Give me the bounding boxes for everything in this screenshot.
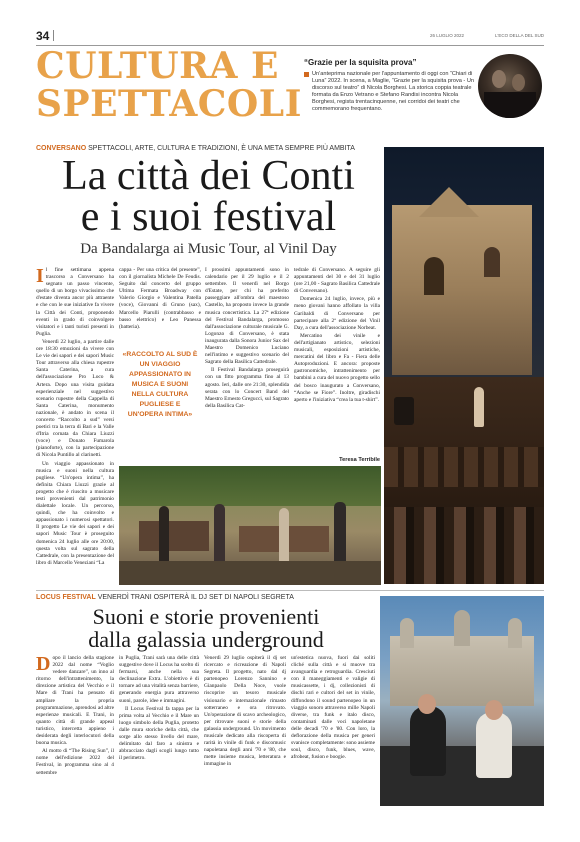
paper-name: L'ECO DELLA DEL SUD <box>495 33 544 38</box>
article1-col1-p3: Un viaggio appassionato in musica e suoni nella cultura pugliese. “Un'opera intima”, ha definita Chiara Liuzzi grazie al progetto che è riuscito a musicare testi provenienti dal patrimonio dialettale locale. Un percorso, quindi, che ha coinvolto e appassionato i numerosi spettatori. Il progetto Le vie dei sapori e dei sapori Music Tour è proseguito domenica 24 luglio alle ore 20:00, questa volta sul sagrato della Cattedrale, con la presentazione del libro di Marcello Veneziani “La <box>36 460 114 566</box>
article-divider <box>36 590 544 591</box>
article1-column4 <box>294 267 380 453</box>
sidebar-portrait-photo <box>478 54 542 118</box>
sidebar-teaser <box>304 58 474 130</box>
headline-line1: La città dei Conti <box>62 153 355 199</box>
article1-subhead: Da Bandalarga ai Music Tour, al Vinil Day <box>80 241 337 257</box>
article2-column3 <box>204 655 286 805</box>
article1-col3-p1: I prossimi appuntamenti sono in calendario per il 29 luglio e il 2 settembre. Il venerdì nel Borgo d'Estate, per chi ha preferito passeggiare all'ombra del maestoso Castello, ha proposto invece la grande musica concertistica. La 27ª edizione del Festival Bandalarga, promosso dall'associazione culturale musicale G. Logonzo di Conversano, è stata inaugurata dalla Sonora Junior Sax del Maestro Domenico Luciano nell'intimo e suggestivo scenario del Sagrato della Basilica Cattedrale. <box>205 267 289 366</box>
article2-column2 <box>119 655 199 805</box>
article2-col1-p1: opo il lancio della stagione 2022 dal nome “Voglio vedere danzare”, un inno al ritorno dell'intrattenimento, la direzione artistica del Vecchio e il Mare di Trani ha pensato di ampliare la propria programmazione, aprendosi ad altre esperienze musicali. E Trani, in quanto città di grande appeal turistico, intercetta appieno i desiderata degli interlocutori della buona musica. <box>36 655 114 747</box>
article2-col1-p2: Al motto di “The Rising Sun”, il nome dell'edizione 2022 del Festival, in programma sino al 4 settembre <box>36 748 114 776</box>
concert-night-photo <box>384 147 544 584</box>
article1-column2 <box>119 267 201 335</box>
sidebar-text: Un'anteprima nazionale per l'appuntamento di oggi con “Chiari di Luna” 2022. In scena, a Maglie, “Grazie per la squisita prova - Un discorso sul teatro” di Nicola Borghesi. La storica coppia teatrale formata da Enzo Vetrano e Stefano Randisi incontra Nicola Borghesi, regista trentacinquenne, nei corridoi dei teatri che commemorano frequentano. <box>312 71 474 112</box>
article2-kicker <box>36 594 376 604</box>
article1-col1-p2: Venerdì 22 luglio, a partire dalle ore 18:30 emozioni da vivere con Le vie dei sapori e dei sapori Music Tour attraverso alla chiesa rupestre Santa Caterina, a cura dell'associazione Pro Loco & Artera. Dopo una visita guidata esperienziale nel suggestivo scenario rupestre della Cappella di Santa Caterina, monumento nazionale, è andato in scena il concerto “Raccolto a sud” versi poetici tra la terra di Bari e la Valle d'Itria cornata da Chiara Liuzzi (voce) e Donato Fumarola (pianoforte), con la partecipazione di Nicola Puntillo al clarinetti. <box>36 338 114 459</box>
article1-column1 <box>36 267 114 585</box>
kicker-text: SPETTACOLI, ARTE, CULTURA E TRADIZIONI, È UNA META SEMPRE PIÙ AMBITA <box>88 145 355 152</box>
date-line: 26 LUGLIO 2022 <box>429 33 464 38</box>
vinil-day-market-photo <box>119 466 381 585</box>
article1-headline <box>36 153 381 240</box>
article1-col4-p1: tedrale di Conversano. A seguire gli appuntamenti del 30 e del 31 luglio (ore 21,00 - Sagrato Basilica Cattedrale di Conversano). <box>294 267 380 295</box>
article1-col4-p2: Domenica 24 luglio, invece, più e meno giovani hanno affollato la villa Garibaldi di Conversano per partecipare alla 2ª edizione del Vinil Day, a cura dell'associazione Norbeat. <box>294 296 380 331</box>
article2-headline <box>36 606 376 652</box>
article1-col3-p2: Il Festival Bandalarga proseguirà con un fitto programma fino al 13 agosto. Ieri, dalle ore 21:30, splendida serata con lo Concert Band del Maestro Ernesto Gregucci, sul Sagrato della Basilica Cat- <box>205 367 289 409</box>
bullet-square-icon <box>304 72 309 77</box>
section-title-line2: SPETTACOLI <box>36 83 302 125</box>
napoli-segreta-dj-photo <box>380 596 544 806</box>
header-separator <box>53 30 54 41</box>
article2-col4-p1: un'estetica nuova, fuori dai soliti cliché sulla città e si muove tra avanguardia e retroguardia. Cresciuti con il maneggiamenti e valigie di musicassette, i dj, collezionisti di dischi rari e cultori del set in vinile, diffondono il sound partenopeo in un viaggio sonoro attraverso mille Napoli diverse, tra funk e italo disco, contaminati dalle voci napoletane delle decadi '70 e '80. Con loro, la deflorazione della musica per generi svanisce completamente: sono assieme soul, disco, funk, blues, wave, afrobeat, fusion e boogie. <box>291 655 375 761</box>
pull-quote: «RACCOLTO AL SUD È UN VIAGGIO APPASSIONATO IN MUSICA E SUONI NELLA CULTURA PUGLIESE E UN'OPERA INTIMA» <box>122 351 198 418</box>
article2-col2-p2: Il Locus Festival fa tappa per la prima volta al Vecchio e il Mare un luogo simbolo della Puglia, protetto dalle mura storiche della città, che sorge allo stesso livello del mare, delimitato dal faro a sinistra e abbracciato dagli scogli lungo tutto il perimetro. <box>119 705 199 762</box>
section-title <box>36 45 302 132</box>
article1-column3 <box>205 267 289 467</box>
headline-line2: e i suoi festival <box>80 194 337 240</box>
kicker-place: LOCUS FESTIVAL <box>36 594 96 601</box>
article2-col3-p1: Venerdì 29 luglio ospiterà il dj set ricercato e ricreazione di Napoli Segreta. Il progetto, nato dal dj partenopeo Lorenzo Sannino e Gianpaolo Della Noce, vuole riscoprire un tesoro musicale visionario e internazionale rimasto sotterraneo e ora ritrovato. Un'operazione di scavo archeologico, per ritrovare suoni e storie della galassia underground. Un movimento musicale dedicato alla riscoperta di rarità in vinile di funk e discomusic napoletana degli anni '70 e '80, che mette insieme musica, letteratura e immagine in <box>204 655 286 768</box>
page-number: 34 <box>36 29 50 43</box>
headline-line1: Suoni e storie provenienti <box>92 604 320 629</box>
kicker-place: CONVERSANO <box>36 145 87 152</box>
headline-line2: dalla galassia underground <box>88 627 324 652</box>
section-title-line1: CULTURA E <box>36 45 279 87</box>
sidebar-title: “Grazie per la squisita prova” <box>304 58 417 67</box>
kicker-text: VENERDÌ TRANI OSPITERÀ IL DJ SET DI NAPOLI SEGRETA <box>97 594 294 601</box>
article2-col2-p1: in Puglia, Trani sarà una delle città suggestive dove il Locus ha scelto di fermarsi, anche nella sua declinazione Extra. L'obiettivo è di tornare ad una vitalità senza barriere, generando energia pura attraverso suoni, parole, idee e immagini. <box>119 655 199 704</box>
article2-column1 <box>36 655 114 805</box>
article1-col1-p1: l fine settimana appena trascorso a Conversano ha segnato un passo vincente, quello di un borgo vivacissimo che d'estate diventa ancor più attraente e che con le sue iniziative fa vivere la Città dei Conti, proponendo eventi in grado di coinvolgere visitatori e i tanti turisti presenti in Puglia. <box>36 267 114 337</box>
church-building <box>392 205 532 375</box>
dropcap: D <box>36 655 51 675</box>
article1-col2-text: cappa - Per una critica del presente”, con il giornalista Michele De Feudis. Seguito dal concerto del gruppo Ultima Fermata Broadway con Valerio Giorgio e Valentina Patella (voce), Giovanni di Gruno (sax), Marcello Piarulli (contrabbasso e basso elettrico) e Leo Panessa (batteria). <box>119 267 201 330</box>
dropcap: I <box>36 267 44 287</box>
article1-col4-p3: Mercatino dei vinile e dell'artigianato artistico, selezioni musicali, esposizioni artistiche, mercatini del libro e Fa - Fiera delle Autoproduzioni. E ancora: proposte gastronomiche, intrattenimento per bambini a cura del nuovo progetto sello del bosco inaugurato a Conversano, “Anche se Fiore”. Inoltre, giradischi aperto e l'iniziativa “crea la tua t-shirt”. <box>294 332 380 403</box>
page-header <box>36 27 544 46</box>
article2-column4 <box>291 655 375 805</box>
article1-byline: Teresa Terribile <box>339 457 380 463</box>
